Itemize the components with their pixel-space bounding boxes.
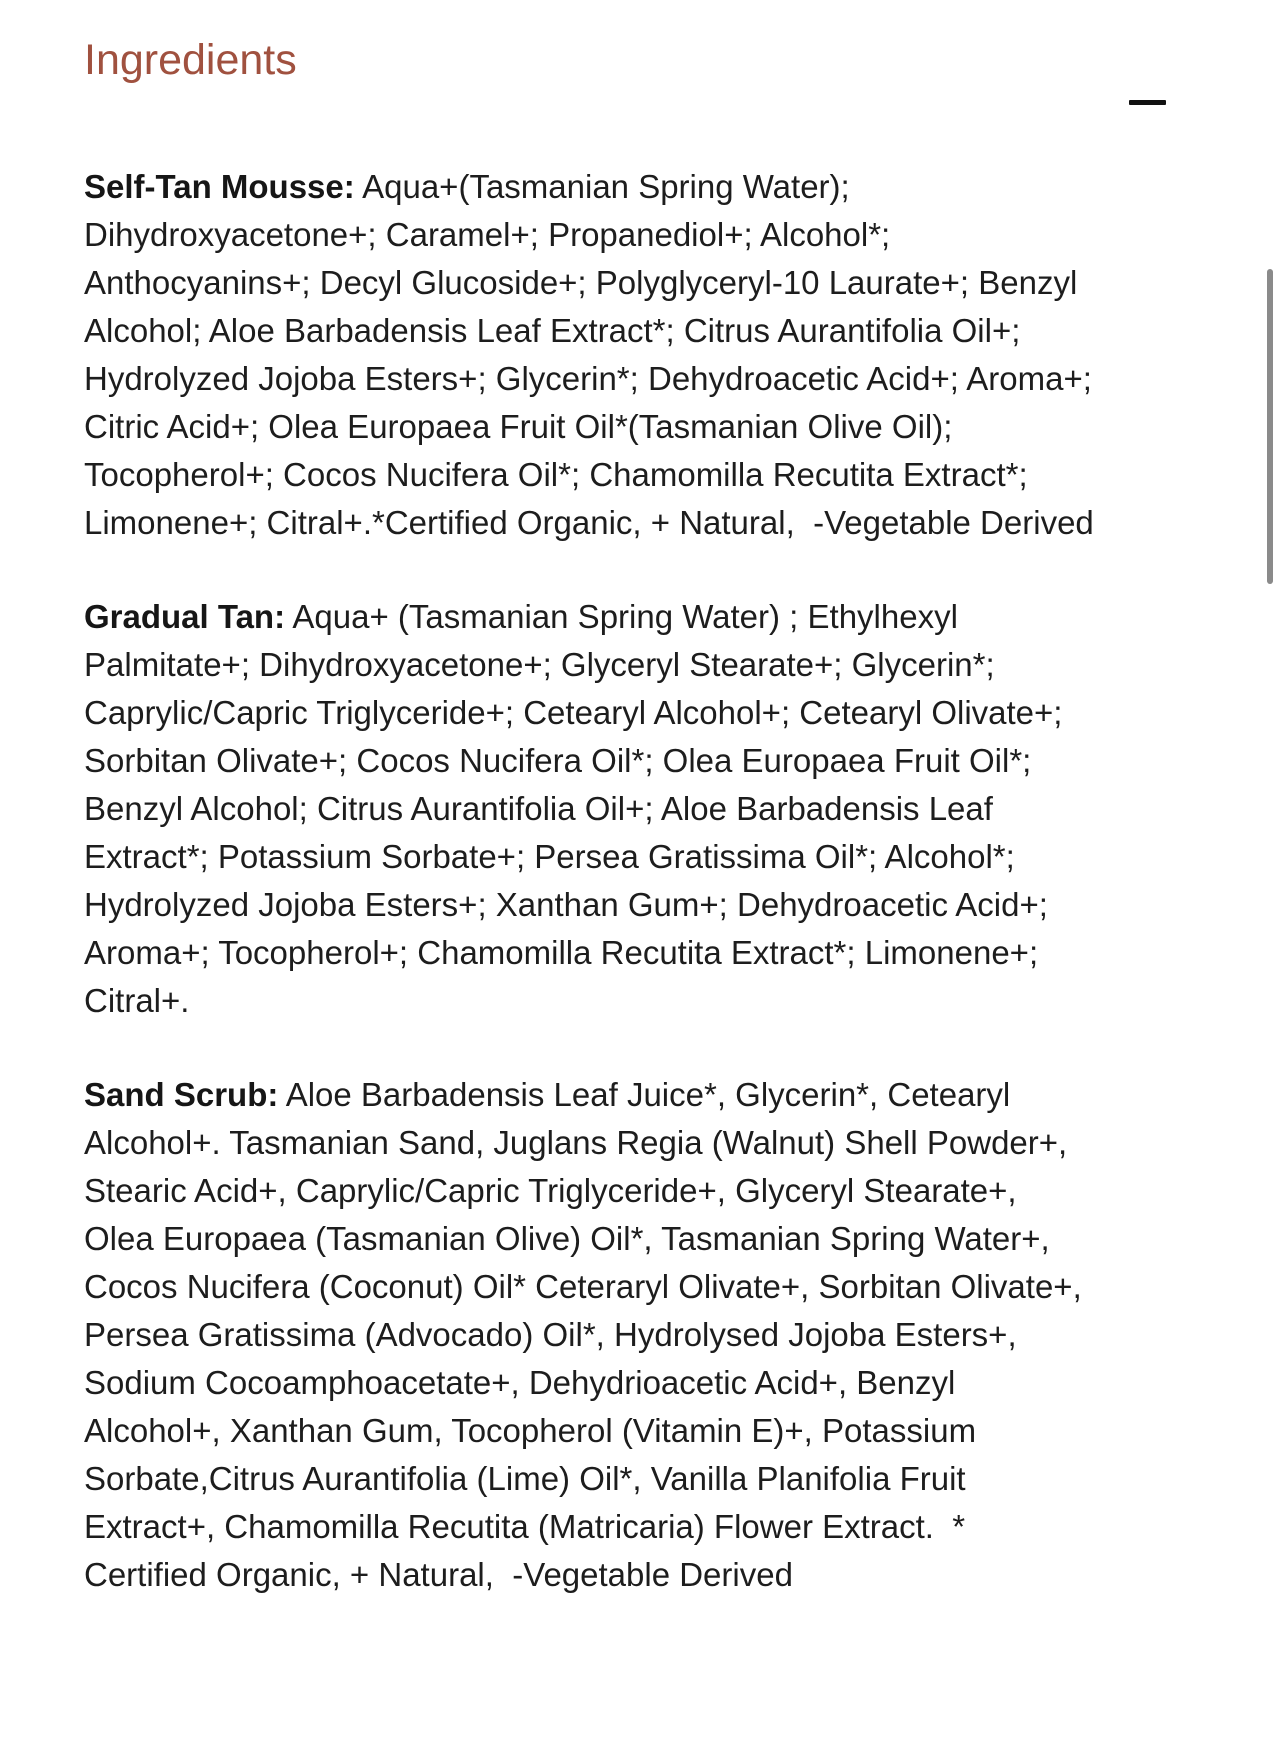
product-label-self-tan-mousse: Self-Tan Mousse: bbox=[84, 168, 355, 206]
ingredient-paragraph-gradual-tan bbox=[84, 593, 1094, 1025]
scrollbar-thumb[interactable] bbox=[1267, 269, 1273, 584]
product-label-gradual-tan: Gradual Tan: bbox=[84, 598, 286, 636]
collapse-section-button[interactable] bbox=[1119, 86, 1176, 119]
ingredient-list-gradual-tan: Aqua+ (Tasmanian Spring Water) ; Ethylhexyl Palmitate+; Dihydroxyacetone+; Glyceryl Stearate+; Glycerin*; Caprylic/Capric Triglyceride+; Cetearyl Alcohol+; Cetearyl Olivate+; Sorbitan Olivate+; Cocos Nucifera Oil*; Olea Europaea Fruit Oil*; Benzyl Alcohol; Citrus Aurantifolia Oil+; Aloe Barbadensis Leaf Extract*; Potassium Sorbate+; Persea Gratissima Oil*; Alcohol*; Hydrolyzed Jojoba Esters+; Xanthan Gum+; Dehydroacetic Acid+; Aroma+; Tocopherol+; Chamomilla Recutita Extract*; Limonene+; Citral+. bbox=[84, 598, 1072, 1020]
ingredient-paragraph-self-tan-mousse bbox=[84, 163, 1102, 547]
minus-icon bbox=[1129, 100, 1166, 105]
ingredient-list-sand-scrub: Aloe Barbadensis Leaf Juice*, Glycerin*, Cetearyl Alcohol+. Tasmanian Sand, Juglans Regia (Walnut) Shell Powder+, Stearic Acid+, Caprylic/Capric Triglyceride+, Glyceryl Stearate+, Olea Europaea (Tasmanian Olive) Oil*, Tasmanian Spring Water+, Cocos Nucifera (Coconut) Oil* Ceteraryl Olivate+, Sorbitan Olivate+, Persea Gratissima (Advocado) Oil*, Hydrolysed Jojoba Esters+, Sodium Cocoamphoacetate+, Dehydrioacetic Acid+, Benzyl Alcohol+, Xanthan Gum, Tocopherol (Vitamin E)+, Potassium Sorbate,Citrus Aurantifolia (Lime) Oil*, Vanilla Planifolia Fruit Extract+, Chamomilla Recutita (Matricaria) Flower Extract. * Certified Organic, + Natural, -Vegetable Derived bbox=[84, 1076, 1091, 1594]
product-label-sand-scrub: Sand Scrub: bbox=[84, 1076, 279, 1114]
ingredients-section-title: Ingredients bbox=[84, 36, 297, 84]
ingredient-list-self-tan-mousse: Aqua+(Tasmanian Spring Water); Dihydroxyacetone+; Caramel+; Propanediol+; Alcohol*; Anthocyanins+; Decyl Glucoside+; Polyglyceryl-10 Laurate+; Benzyl Alcohol; Aloe Barbadensis Leaf Extract*; Citrus Aurantifolia Oil+; Hydrolyzed Jojoba Esters+; Glycerin*; Dehydroacetic Acid+; Aroma+; Citric Acid+; Olea Europaea Fruit Oil*(Tasmanian Olive Oil); Tocopherol+; Cocos Nucifera Oil*; Chamomilla Recutita Extract*; Limonene+; Citral+.*Certified Organic, + Natural, -Vegetable Derived bbox=[84, 168, 1102, 542]
ingredients-panel bbox=[0, 36, 1275, 1599]
ingredient-paragraph-sand-scrub bbox=[84, 1071, 1094, 1599]
